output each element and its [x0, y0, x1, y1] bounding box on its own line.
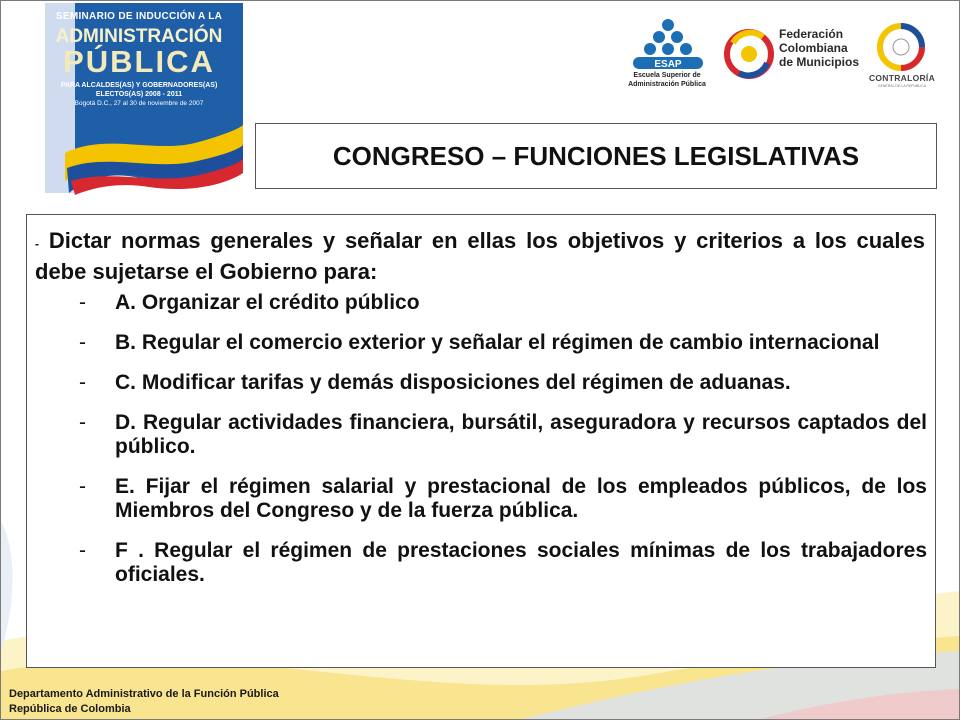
list-item-text: E. Fijar el régimen salarial y prestacional de los empleados públicos, de los Miembros del Congreso y de la fuerza pública.	[115, 475, 927, 522]
intro-dash: -	[35, 237, 39, 251]
fcm-line-1: Federación	[779, 27, 844, 41]
fcm-line-3: de Municipios	[779, 55, 860, 69]
list-bullet: -	[79, 411, 86, 434]
badge-line-2: ADMINISTRACIÓN	[55, 26, 223, 47]
list-bullet: -	[79, 539, 86, 562]
esap-line-1: Escuela Superior de	[633, 72, 701, 79]
content-box	[26, 214, 936, 668]
badge-line-1: SEMINARIO DE INDUCCIÓN A LA	[55, 11, 223, 22]
list-item-text: D. Regular actividades financiera, bursátil, aseguradora y recursos captados del público.	[115, 411, 927, 458]
list-bullet: -	[79, 291, 86, 314]
fcm-logo-icon	[723, 29, 775, 79]
contraloria-logo-text: CONTRALORÍA	[868, 73, 936, 83]
badge-line-3: PÚBLICA	[63, 44, 215, 79]
esap-logo-text	[611, 71, 723, 89]
footer	[9, 687, 279, 717]
contraloria-logo-subtext: GENERAL DE LA REPÚBLICA	[877, 84, 927, 88]
list-item-text: F . Regular el régimen de prestaciones sociales mínimas de los trabajadores oficiales.	[115, 539, 927, 586]
intro-text: Dictar normas generales y señalar en ellas los objetivos y criterios a los cuales debe sujetarse el Gobierno para:	[35, 228, 925, 284]
list-item	[79, 539, 927, 587]
contraloria-logo-icon	[877, 23, 925, 71]
footer-line-1: Departamento Administrativo de la Función Pública	[9, 688, 279, 700]
svg-text:ESAP: ESAP	[654, 59, 682, 70]
badge-line-4: PARA ALCALDES(AS) Y GOBERNADORES(AS)	[60, 82, 218, 89]
badge-line-5: ELECTOS(AS) 2008 - 2011	[95, 91, 183, 98]
function-list	[79, 291, 927, 603]
list-bullet: -	[79, 475, 86, 498]
list-item	[79, 371, 927, 395]
seminar-badge-text	[51, 11, 227, 108]
list-item	[79, 475, 927, 523]
list-bullet: -	[79, 371, 86, 394]
list-item	[79, 331, 927, 355]
fcm-line-2: Colombiana	[779, 41, 848, 55]
badge-line-6: Bogotá D.C., 27 al 30 de noviembre de 2007	[74, 100, 204, 107]
list-item-text: B. Regular el comercio exterior y señalar el régimen de cambio internacional	[115, 331, 880, 354]
footer-line-2: República de Colombia	[9, 703, 131, 715]
page-title: CONGRESO – FUNCIONES LEGISLATIVAS	[332, 140, 860, 171]
list-item	[79, 291, 927, 315]
list-item	[79, 411, 927, 459]
esap-line-2: Administración Pública	[628, 81, 706, 88]
list-item-text: C. Modificar tarifas y demás disposiciones del régimen de aduanas.	[115, 371, 791, 394]
fcm-logo-text	[779, 27, 859, 69]
title-box	[255, 123, 937, 189]
list-item-text: A. Organizar el crédito público	[115, 291, 420, 314]
list-bullet: -	[79, 331, 86, 354]
intro-paragraph	[35, 227, 925, 286]
